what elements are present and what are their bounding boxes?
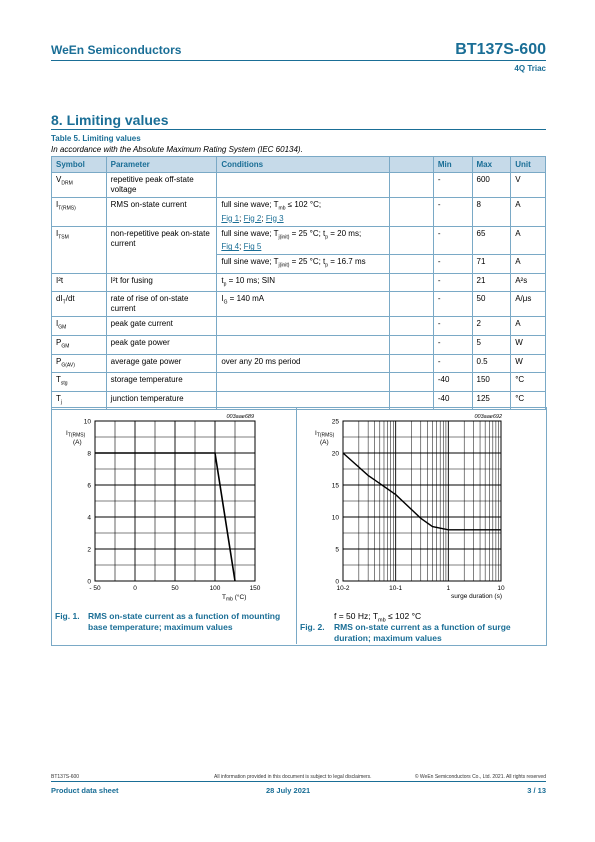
y-tick-label: 15 bbox=[331, 482, 339, 490]
fig2-curve bbox=[343, 453, 501, 530]
cell-conditions: over any 20 ms period bbox=[217, 354, 389, 373]
col-spacer bbox=[389, 157, 433, 173]
cell-conditions: $I_G = 140$ mA bbox=[217, 292, 389, 317]
cell-parameter: RMS on-state current bbox=[106, 198, 217, 227]
cell-parameter: I²t for fusing bbox=[106, 273, 217, 292]
cell-spacer bbox=[389, 335, 433, 354]
y-tick-label: 10 bbox=[83, 418, 91, 426]
fig2-caption: RMS on-state current as a function of surge duration; maximum values bbox=[334, 622, 511, 643]
fig1-code: 003aae689 bbox=[226, 414, 254, 420]
x-tick-label: 150 bbox=[249, 585, 261, 592]
limiting-values-table bbox=[51, 156, 546, 410]
y-tick-label: 2 bbox=[87, 546, 91, 554]
fig1-chart bbox=[52, 408, 295, 608]
table-subcaption: In accordance with the Absolute Maximum Rating System (IEC 60134). bbox=[51, 145, 303, 154]
table-row bbox=[52, 317, 546, 336]
company-name: WeEn Semiconductors bbox=[51, 43, 182, 57]
cell-max: 5 bbox=[472, 335, 511, 354]
cell-conditions: full sine wave; $T_{j(init)} = 25$ °C; $t_p = 16.7$ ms bbox=[217, 255, 389, 274]
cell-min: - bbox=[433, 273, 472, 292]
cell-spacer bbox=[389, 273, 433, 292]
cell-unit: V bbox=[511, 173, 546, 198]
cell-unit: A bbox=[511, 255, 546, 274]
fig2-caption-num: Fig. 2. bbox=[300, 622, 325, 632]
col-conditions: Conditions bbox=[217, 157, 389, 173]
fig1-caption-num: Fig. 1. bbox=[55, 611, 80, 621]
cell-min: - bbox=[433, 255, 472, 274]
y-tick-label: 5 bbox=[335, 546, 339, 554]
cell-symbol: $I_{GM}$ bbox=[52, 317, 107, 336]
cell-conditions bbox=[217, 173, 389, 198]
footer-legal: All information provided in this document is subject to legal disclaimers. bbox=[214, 774, 372, 780]
cell-spacer bbox=[389, 292, 433, 317]
cell-max: 8 bbox=[472, 198, 511, 227]
table-row bbox=[52, 198, 546, 227]
table-row bbox=[52, 354, 546, 373]
cell-conditions: full sine wave; $T_{mb} \le 102$ °C; Fig 1; Fig 2; Fig 3 bbox=[217, 198, 389, 227]
y-axis-label: $I_{T(RMS)}$ bbox=[66, 430, 86, 439]
col-parameter: Parameter bbox=[106, 157, 217, 173]
product-name: BT137S-600 bbox=[455, 41, 546, 58]
fig1-caption: RMS on-state current as a function of mounting base temperature; maximum values bbox=[88, 611, 281, 632]
cell-unit: °C bbox=[511, 373, 546, 392]
fig2-link[interactable]: Fig 2 bbox=[243, 213, 262, 223]
y-tick-label: 20 bbox=[331, 450, 339, 458]
cell-min: -40 bbox=[433, 373, 472, 392]
col-symbol: Symbol bbox=[52, 157, 107, 173]
fig1-link[interactable]: Fig 1 bbox=[221, 213, 240, 223]
cell-max: 150 bbox=[472, 373, 511, 392]
footer-page: 3 / 13 bbox=[527, 786, 546, 795]
cell-min: - bbox=[433, 335, 472, 354]
cell-unit: A bbox=[511, 317, 546, 336]
y-tick-label: 0 bbox=[87, 578, 91, 586]
cell-max: 50 bbox=[472, 292, 511, 317]
table-header-row bbox=[52, 157, 546, 173]
cell-max: 65 bbox=[472, 226, 511, 255]
table-row bbox=[52, 173, 546, 198]
table-row bbox=[52, 373, 546, 392]
cell-min: -40 bbox=[433, 391, 472, 410]
section-divider bbox=[51, 129, 546, 130]
y-axis-label: $I_{T(RMS)}$ bbox=[315, 430, 335, 439]
cell-unit: A²s bbox=[511, 273, 546, 292]
cell-parameter: peak gate power bbox=[106, 335, 217, 354]
fig2-chart bbox=[297, 408, 544, 608]
x-tick-label: 100 bbox=[209, 585, 221, 592]
cell-conditions: $t_p = 10$ ms; SIN bbox=[217, 273, 389, 292]
y-tick-label: 6 bbox=[87, 482, 91, 490]
cell-parameter: non-repetitive peak on-state current bbox=[106, 226, 217, 273]
table-row bbox=[52, 292, 546, 317]
fig3-link[interactable]: Fig 3 bbox=[265, 213, 284, 223]
footer-doc: BT137S-600 bbox=[51, 774, 80, 780]
cell-parameter: rate of rise of on-state current bbox=[106, 292, 217, 317]
table-caption: Table 5. Limiting values bbox=[51, 134, 141, 143]
cell-min: - bbox=[433, 292, 472, 317]
cell-unit: °C bbox=[511, 391, 546, 410]
fig5-link[interactable]: Fig 5 bbox=[243, 242, 262, 252]
x-tick-label: 1 bbox=[446, 585, 451, 592]
cell-symbol: $P_{G(AV)}$ bbox=[52, 354, 107, 373]
fig4-link[interactable]: Fig 4 bbox=[221, 242, 240, 252]
table-row bbox=[52, 273, 546, 292]
table-row bbox=[52, 226, 546, 255]
cell-symbol: $T_{stg}$ bbox=[52, 373, 107, 392]
x-tick-label: 50 bbox=[171, 585, 179, 592]
fig2-code: 003aae692 bbox=[474, 414, 502, 420]
cell-unit: A/μs bbox=[511, 292, 546, 317]
section-title: 8. Limiting values bbox=[51, 112, 169, 128]
footer-copyright: © WeEn Semiconductors Co., Ltd. 2021. All rights reserved bbox=[414, 774, 546, 780]
y-tick-label: 8 bbox=[87, 450, 91, 458]
y-axis-unit: (A) bbox=[73, 439, 82, 446]
footer-doctype: Product data sheet bbox=[51, 786, 119, 795]
cell-spacer bbox=[389, 255, 433, 274]
table-row bbox=[52, 335, 546, 354]
y-tick-label: 10 bbox=[331, 514, 339, 522]
cell-spacer bbox=[389, 354, 433, 373]
cell-max: 2 bbox=[472, 317, 511, 336]
cell-parameter: storage temperature bbox=[106, 373, 217, 392]
cell-conditions: full sine wave; $T_{j(init)} = 25$ °C; $t_p = 20$ ms; Fig 4; Fig 5 bbox=[217, 226, 389, 255]
cell-min: - bbox=[433, 173, 472, 198]
cell-max: 71 bbox=[472, 255, 511, 274]
cell-unit: W bbox=[511, 335, 546, 354]
footer-date: 28 July 2021 bbox=[266, 786, 311, 795]
cell-parameter: repetitive peak off-state voltage bbox=[106, 173, 217, 198]
col-min: Min bbox=[433, 157, 472, 173]
x-tick-label: 10-1 bbox=[389, 585, 403, 592]
cell-max: 125 bbox=[472, 391, 511, 410]
header-divider bbox=[51, 60, 546, 61]
product-subtitle: 4Q Triac bbox=[514, 64, 546, 73]
x-tick-label: 0 bbox=[133, 585, 137, 592]
col-unit: Unit bbox=[511, 157, 546, 173]
fig2-note: f = 50 Hz; $T_{mb} \le 102$ °C bbox=[334, 611, 422, 624]
cell-spacer bbox=[389, 317, 433, 336]
x-axis-label: surge duration (s) bbox=[451, 593, 502, 600]
cell-spacer bbox=[389, 198, 433, 227]
x-tick-label: 10-2 bbox=[336, 585, 350, 592]
cell-max: 600 bbox=[472, 173, 511, 198]
cell-max: 0.5 bbox=[472, 354, 511, 373]
cell-unit: A bbox=[511, 198, 546, 227]
y-tick-label: 25 bbox=[331, 418, 339, 426]
cell-symbol: $I_{TSM}$ bbox=[52, 226, 107, 273]
cell-unit: W bbox=[511, 354, 546, 373]
y-tick-label: 0 bbox=[335, 578, 339, 586]
cell-min: - bbox=[433, 198, 472, 227]
cell-min: - bbox=[433, 354, 472, 373]
cell-spacer bbox=[389, 226, 433, 255]
cell-min: - bbox=[433, 317, 472, 336]
cell-max: 21 bbox=[472, 273, 511, 292]
col-max: Max bbox=[472, 157, 511, 173]
cell-symbol: I²t bbox=[52, 273, 107, 292]
x-axis-label: $T_{mb}$ (°C) bbox=[222, 594, 247, 603]
footer-divider bbox=[51, 781, 546, 782]
cell-parameter: peak gate current bbox=[106, 317, 217, 336]
cell-conditions bbox=[217, 317, 389, 336]
cell-spacer bbox=[389, 373, 433, 392]
cell-parameter: average gate power bbox=[106, 354, 217, 373]
cell-symbol: $V_{DRM}$ bbox=[52, 173, 107, 198]
cell-parameter: junction temperature bbox=[106, 391, 217, 410]
cell-symbol: $I_{T(RMS)}$ bbox=[52, 198, 107, 227]
cell-symbol: $P_{GM}$ bbox=[52, 335, 107, 354]
cell-unit: A bbox=[511, 226, 546, 255]
cell-conditions bbox=[217, 335, 389, 354]
cell-symbol: $T_j$ bbox=[52, 391, 107, 410]
cell-conditions bbox=[217, 373, 389, 392]
x-tick-label: 10 bbox=[497, 585, 505, 592]
cell-min: - bbox=[433, 226, 472, 255]
x-tick-label: - 50 bbox=[89, 585, 101, 592]
y-axis-unit: (A) bbox=[320, 439, 329, 446]
cell-spacer bbox=[389, 173, 433, 198]
y-tick-label: 4 bbox=[87, 514, 91, 522]
cell-symbol: $dI_T/dt$ bbox=[52, 292, 107, 317]
